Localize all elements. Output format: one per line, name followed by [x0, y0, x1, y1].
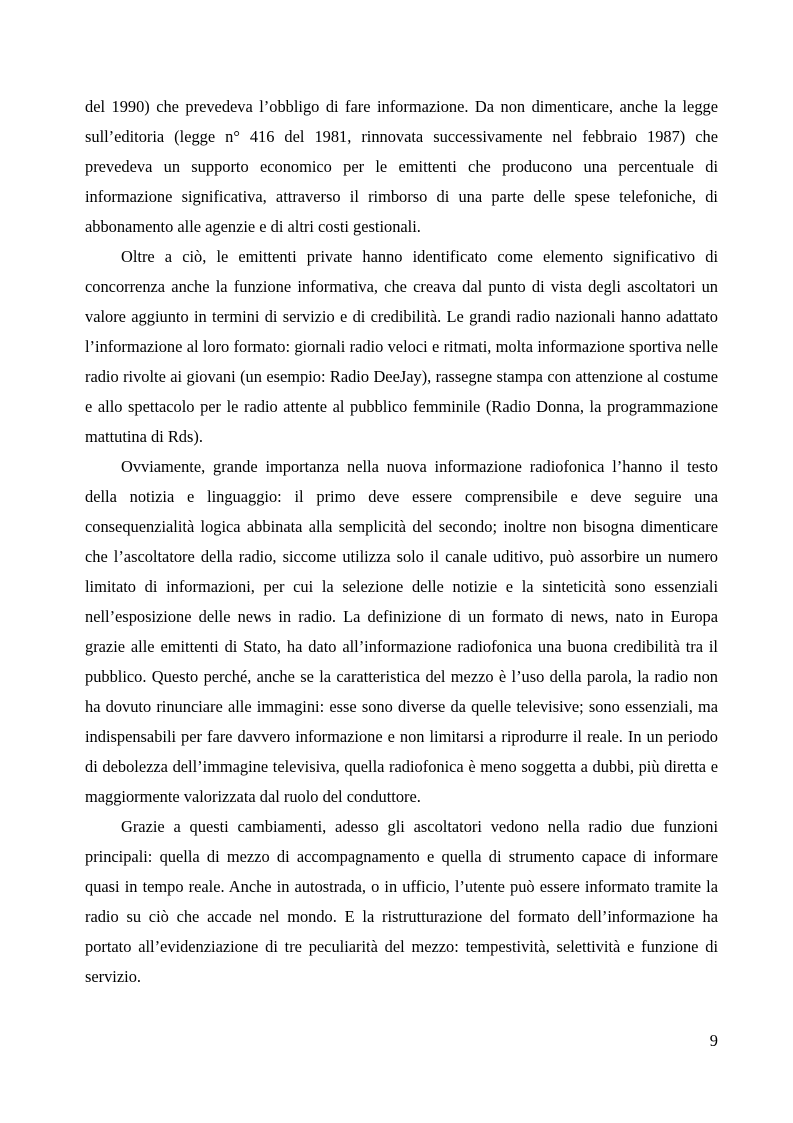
paragraph-continuation: del 1990) che prevedeva l’obbligo di fare informazione. Da non dimenticare, anche la legge sull’editoria (legge n° 416 del 1981, rinnovata successivamente nel febbraio 1987) che prevedeva un supporto economico per le emittenti che producono una percentuale di informazione significativa, attraverso il rimborso di una parte delle spese telefoniche, di abbonamento alle agenzie e di altri costi gestionali. [85, 97, 718, 236]
paragraph-news-language: Ovviamente, grande importanza nella nuova informazione radiofonica l’hanno il testo della notizia e linguaggio: il primo deve essere comprensibile e deve seguire una consequenzialità logica abbinata alla semplicità del secondo; inoltre non bisogna dimenticare che l’ascoltatore della radio, siccome utilizza solo il canale uditivo, può assorbire un numero limitato di informazioni, per cui la selezione delle notizie e la sinteticità sono essenziali nell’esposizione delle news in radio. La definizione di un formato di news, nato in Europa grazie alle emittenti di Stato, ha dato all’informazione radiofonica una buona credibilità tra il pubblico. Questo perché, anche se la caratteristica del mezzo è l’uso della parola, la radio non ha dovuto rinunciare alle immagini: esse sono diverse da quelle televisive; sono essenziali, ma indispensabili per fare davvero informazione e non limitarsi a riprodurre il reale. In un periodo di debolezza dell’immagine televisiva, quella radiofonica è meno soggetta a dubbi, più diretta e maggiormente valorizzata dal ruolo del conduttore. [85, 457, 718, 806]
page-body [85, 92, 718, 992]
paragraph-private-broadcasters: Oltre a ciò, le emittenti private hanno identificato come elemento significativo di concorrenza anche la funzione informativa, che creava dal punto di vista degli ascoltatori un valore aggiunto in termini di servizio e di credibilità. Le grandi radio nazionali hanno adattato l’informazione al loro formato: giornali radio veloci e ritmati, molta informazione sportiva nelle radio rivolte ai giovani (un esempio: Radio DeeJay), rassegne stampa con attenzione al costume e allo spettacolo per le radio attente al pubblico femminile (Radio Donna, la programmazione mattutina di Rds). [85, 247, 718, 446]
page-number: 9 [709, 1031, 718, 1050]
paragraph-radio-functions: Grazie a questi cambiamenti, adesso gli ascoltatori vedono nella radio due funzioni principali: quella di mezzo di accompagnamento e quella di strumento capace di informare quasi in tempo reale. Anche in autostrada, o in ufficio, l’utente può essere informato tramite la radio su ciò che accade nel mondo. E la ristrutturazione del formato dell’informazione ha portato all’evidenziazione di tre peculiarità del mezzo: tempestività, selettività e funzione di servizio. [85, 817, 718, 986]
